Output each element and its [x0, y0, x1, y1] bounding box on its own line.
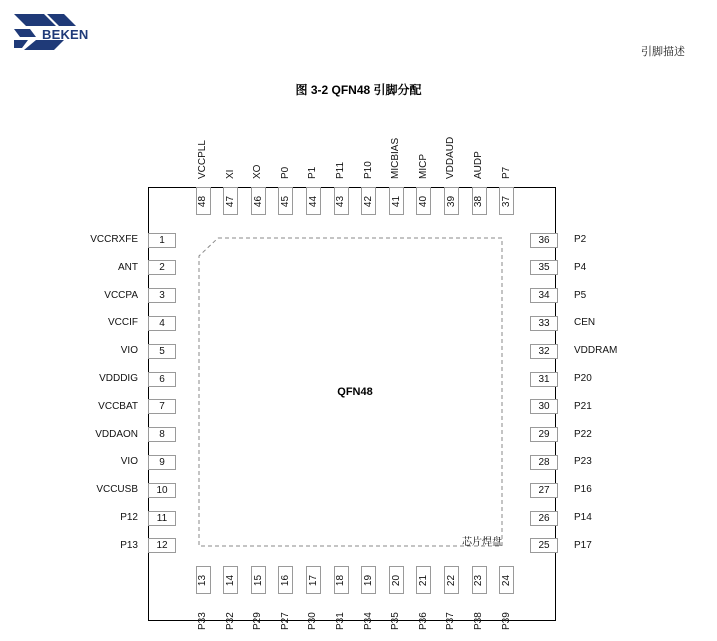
pin-number-38: 38 [473, 195, 485, 207]
pin-pad-19 [361, 566, 376, 594]
pin-pad-11: 11 [148, 511, 176, 526]
pin-pad-16 [278, 566, 293, 594]
pin-name-20: P35 [390, 612, 402, 630]
pin-pad-29: 29 [530, 427, 558, 442]
pin-pad-47 [223, 187, 238, 215]
pin-name-4: VCCIF [108, 317, 138, 329]
pin-name-34: P5 [574, 289, 587, 301]
pin-pad-26: 26 [530, 511, 558, 526]
pin-pad-27: 27 [530, 483, 558, 498]
pin-pad-40 [416, 187, 431, 215]
pin-pad-12: 12 [148, 538, 176, 553]
pin-pad-36: 36 [530, 233, 558, 248]
pin-name-27: P16 [574, 484, 592, 496]
pin-number-17: 17 [307, 574, 319, 586]
pin-number-22: 22 [445, 574, 457, 586]
pin-name-28: P23 [574, 456, 592, 468]
pin-name-19: P34 [362, 612, 374, 630]
pin-pad-39 [444, 187, 459, 215]
logo-text: BEKEN [42, 27, 89, 42]
pin-pad-14 [223, 566, 238, 594]
pin-number-44: 44 [307, 195, 319, 207]
pin-pad-15 [251, 566, 266, 594]
pin-name-38: AUDP [473, 151, 484, 179]
pin-number-13: 13 [197, 574, 209, 586]
pin-name-2: ANT [118, 261, 138, 273]
pin-pad-7: 7 [148, 399, 176, 414]
pin-name-39: VDDAUD [445, 136, 457, 179]
die-pad-label: 芯片焊盘 [462, 537, 502, 548]
pin-pad-46 [251, 187, 266, 215]
pin-pad-33: 33 [530, 316, 558, 331]
pin-name-46: XO [252, 164, 264, 179]
pin-name-21: P36 [417, 612, 429, 630]
pin-number-42: 42 [363, 195, 375, 207]
pin-name-8: VDDAON [95, 428, 138, 440]
pin-name-29: P22 [574, 428, 592, 440]
figure-title: 图 3-2 QFN48 引脚分配 [295, 83, 422, 97]
pin-number-16: 16 [280, 574, 292, 586]
pin-pad-41 [389, 187, 404, 215]
pin-pad-22 [444, 566, 459, 594]
pin-name-30: P21 [574, 400, 592, 412]
pin-name-18: P31 [335, 612, 346, 630]
pin-name-17: P30 [307, 612, 319, 630]
pin-name-11: P12 [120, 512, 138, 523]
pin-pad-28: 28 [530, 455, 558, 470]
pin-pad-43 [334, 187, 349, 215]
pin-pad-48 [196, 187, 211, 215]
pin-number-46: 46 [252, 195, 264, 207]
section-header: 引脚描述 [641, 46, 685, 58]
pin-number-14: 14 [225, 574, 237, 586]
pin-pad-32: 32 [530, 344, 558, 359]
pin-name-43: P11 [335, 161, 346, 179]
pin-name-15: P29 [252, 612, 264, 630]
pin-name-6: VDDDIG [99, 373, 138, 384]
pin-pad-4: 4 [148, 316, 176, 331]
pin-pad-25: 25 [530, 538, 558, 553]
pin-number-37: 37 [501, 195, 513, 207]
pin-pad-3: 3 [148, 288, 176, 303]
pin-number-43: 43 [335, 195, 347, 207]
pin-number-24: 24 [501, 574, 513, 586]
pin-name-42: P10 [362, 161, 374, 179]
pin-number-47: 47 [225, 195, 237, 207]
pin-number-21: 21 [418, 574, 430, 586]
pin-name-32: VDDRAM [574, 345, 618, 357]
pin-name-12: P13 [120, 539, 138, 551]
pin-pad-44 [306, 187, 321, 215]
pin-number-19: 19 [363, 574, 375, 586]
pin-number-20: 20 [390, 574, 402, 586]
pin-name-22: P37 [445, 612, 457, 630]
pin-pad-9: 9 [148, 455, 176, 470]
pin-name-41: MICBIAS [390, 137, 402, 179]
pin-name-9: VIO [120, 456, 138, 468]
pin-number-40: 40 [418, 195, 430, 207]
pin-name-37: P7 [500, 166, 512, 179]
pin-pad-17 [306, 566, 321, 594]
pin-name-3: VCCPA [104, 289, 138, 301]
pin-pad-5: 5 [148, 344, 176, 359]
pin-name-1: VCCRXFE [90, 234, 138, 245]
pin-pad-2: 2 [148, 260, 176, 275]
pin-name-31: P20 [574, 373, 592, 384]
pin-pad-34: 34 [530, 288, 558, 303]
pin-name-33: CEN [574, 317, 596, 329]
pin-pad-20 [389, 566, 404, 594]
pin-number-41: 41 [390, 195, 402, 207]
pin-pad-8: 8 [148, 427, 176, 442]
pin-pad-10: 10 [148, 483, 176, 498]
pin-name-47: XI [224, 169, 236, 179]
pin-name-26: P14 [574, 512, 592, 523]
pin-pad-23 [472, 566, 487, 594]
pin-number-45: 45 [280, 195, 292, 207]
pin-pad-1: 1 [148, 233, 176, 248]
pin-name-10: VCCUSB [96, 484, 138, 496]
pin-name-44: P1 [307, 166, 319, 179]
pin-name-16: P27 [279, 612, 291, 630]
pin-pad-6: 6 [148, 372, 176, 387]
pin-pad-37 [499, 187, 514, 215]
pin-pad-30: 30 [530, 399, 558, 414]
pin-pad-42 [361, 187, 376, 215]
pin-pad-24 [499, 566, 514, 594]
pin-name-5: VIO [120, 345, 138, 357]
pin-name-24: P39 [500, 612, 512, 630]
pin-pad-21 [416, 566, 431, 594]
pin-pad-18 [334, 566, 349, 594]
pin-name-40: MICP [417, 154, 429, 179]
package-label: QFN48 [337, 386, 373, 398]
pin-name-14: P32 [224, 612, 236, 630]
pin-name-25: P17 [574, 539, 592, 551]
pin-number-18: 18 [335, 574, 347, 586]
pin-name-48: VCCPLL [197, 140, 208, 179]
pin-number-15: 15 [252, 574, 264, 586]
pin-name-45: P0 [279, 166, 291, 179]
pin-pad-45 [278, 187, 293, 215]
pin-name-35: P4 [574, 261, 587, 273]
pin-pad-35: 35 [530, 260, 558, 275]
pin-number-48: 48 [197, 195, 209, 207]
pin-name-23: P38 [473, 612, 484, 630]
pin-pad-13 [196, 566, 211, 594]
pin-name-36: P2 [574, 234, 587, 245]
pin-name-13: P33 [197, 612, 208, 630]
pin-pad-38 [472, 187, 487, 215]
pin-number-39: 39 [445, 195, 457, 207]
pin-pad-31: 31 [530, 372, 558, 387]
pin-number-23: 23 [473, 574, 485, 586]
pin-name-7: VCCBAT [98, 400, 138, 412]
